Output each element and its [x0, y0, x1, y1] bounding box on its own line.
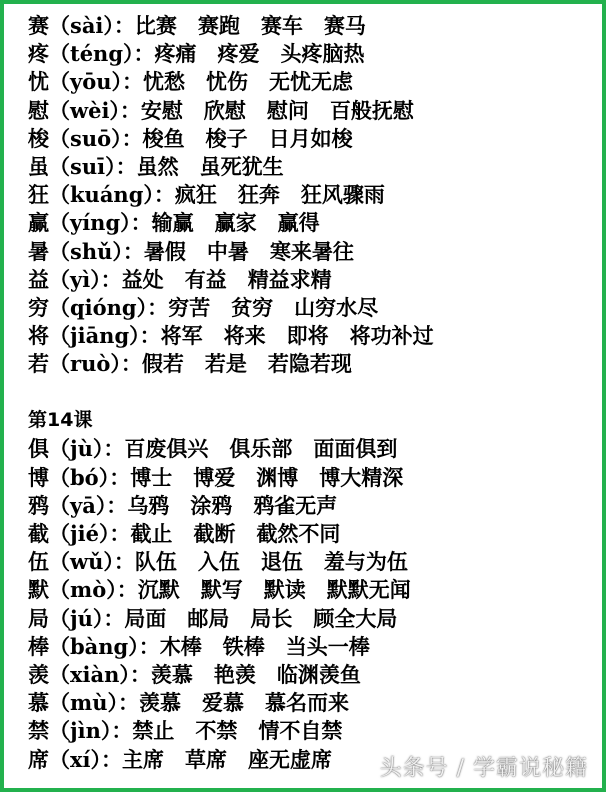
vocab-row: 赛（sài）：比赛 赛跑 赛车 赛马 — [28, 13, 366, 38]
vocab-char: 穷 — [28, 294, 49, 320]
vocab-word: 虽死犹生 — [199, 153, 284, 179]
vocab-word: 艳羡 — [213, 661, 256, 687]
vocab-word: 羞与为伍 — [323, 549, 408, 575]
vocab-row: 狂（kuáng）：疯狂 狂奔 狂风骤雨 — [28, 182, 385, 208]
vocab-word: 狂风骤雨 — [300, 182, 385, 208]
vocab-char: 虽 — [28, 153, 49, 179]
vocab-row: 伍（wǔ）：队伍 入伍 退伍 羞与为伍 — [28, 549, 408, 575]
vocab-row: 慕（mù）：羡慕 爱慕 慕名而来 — [28, 690, 349, 716]
vocab-word: 博爱 — [193, 464, 236, 490]
vocab-pinyin: yōu — [70, 69, 112, 95]
vocab-word: 无忧无虑 — [268, 69, 353, 95]
vocab-row: 暑（shǔ）：暑假 中暑 寒来暑往 — [28, 238, 354, 264]
vocab-char: 梭 — [28, 125, 49, 151]
watermark: 头条号 / 学霸说秘籍 — [379, 756, 588, 781]
vocab-char: 将 — [28, 323, 49, 349]
vocab-word: 截然不同 — [256, 521, 341, 546]
vocab-pinyin: yíng — [70, 210, 121, 236]
vocab-word: 乌鸦 — [127, 492, 170, 518]
vocab-word: 忧伤 — [205, 69, 248, 95]
vocab-word: 当头一棒 — [285, 633, 370, 659]
vocab-word: 疼痛 — [154, 41, 197, 67]
vocab-pinyin: ruò — [70, 351, 111, 377]
vocab-pinyin: bó — [70, 464, 99, 490]
vocab-word: 队伍 — [134, 549, 177, 575]
vocab-pinyin: mò — [70, 577, 107, 603]
vocab-row: 默（mò）：沉默 默写 默读 默默无闻 — [28, 577, 411, 603]
vocab-word: 输赢 — [151, 210, 194, 236]
vocab-word: 顾全大局 — [313, 605, 398, 631]
vocab-word: 暑假 — [143, 238, 186, 264]
vocab-word: 局长 — [250, 605, 293, 631]
vocab-word: 虽然 — [136, 153, 179, 179]
vocab-row: 博（bó）：博士 博爱 渊博 博大精深 — [28, 464, 404, 490]
vocab-row: 将（jiāng）：将军 将来 即将 将功补过 — [28, 323, 434, 349]
vocab-char: 暑 — [28, 238, 49, 264]
lesson-title: 第14课 — [28, 409, 93, 432]
vocab-row: 俱（jù）：百废俱兴 俱乐部 面面俱到 — [28, 436, 398, 462]
vocab-char: 默 — [28, 577, 49, 603]
vocab-word: 博大精深 — [319, 464, 404, 490]
vocab-char: 益 — [28, 266, 49, 292]
vocab-pinyin: shǔ — [70, 238, 113, 264]
vocab-word: 座无虚席 — [248, 746, 332, 772]
vocab-word: 羡慕 — [150, 661, 193, 687]
vocab-row: 截（jié）：截止 截断 截然不同 — [28, 521, 341, 546]
vocab-word: 羡慕 — [139, 690, 181, 716]
vocab-row: 鸦（yā）：乌鸦 涂鸦 鸦雀无声 — [28, 492, 338, 518]
vocab-word: 渊博 — [256, 464, 299, 490]
vocab-pinyin: yā — [70, 492, 96, 518]
vocab-char: 疼 — [28, 41, 49, 67]
vocab-word: 局面 — [124, 605, 167, 631]
vocab-pinyin: jìn — [70, 718, 101, 744]
vocab-pinyin: jié — [70, 521, 99, 546]
vocab-word: 入伍 — [197, 549, 240, 575]
vocab-word: 狂奔 — [237, 182, 280, 208]
vocab-word: 梭子 — [205, 125, 248, 151]
vocab-row: 若（ruò）：假若 若是 若隐若现 — [28, 351, 352, 377]
vocab-row: 席（xí）：主席 草席 座无虚席 — [28, 746, 332, 772]
vocab-word: 慕名而来 — [265, 690, 349, 716]
vocab-word: 贫穷 — [231, 294, 274, 320]
vocab-pinyin: jiāng — [70, 323, 130, 349]
vocab-word: 疼爱 — [217, 41, 260, 67]
vocab-char: 若 — [28, 351, 49, 377]
vocab-char: 席 — [28, 746, 49, 772]
vocab-pinyin: jú — [70, 605, 93, 631]
vocab-char: 局 — [28, 605, 49, 631]
vocab-char: 棒 — [28, 633, 49, 659]
vocab-word: 铁棒 — [222, 633, 265, 659]
vocab-row: 羡（xiàn）：羡慕 艳羡 临渊羡鱼 — [28, 661, 361, 687]
vocab-pinyin: suī — [70, 153, 106, 179]
vocab-word: 木棒 — [159, 633, 202, 659]
vocab-word: 默默无闻 — [326, 577, 411, 603]
vocab-word: 有益 — [184, 266, 227, 292]
vocab-pinyin: xiàn — [70, 661, 120, 687]
vocab-word: 若是 — [204, 351, 247, 377]
vocab-section-2 — [28, 435, 592, 773]
vocab-char: 俱 — [28, 436, 49, 462]
vocab-word: 头疼脑热 — [280, 41, 365, 67]
vocab-word: 主席 — [122, 746, 164, 772]
vocab-word: 假若 — [141, 351, 184, 377]
vocab-word: 截断 — [193, 521, 236, 546]
vocab-char: 慰 — [28, 97, 49, 123]
vocabulary-list — [28, 12, 592, 774]
vocab-word: 退伍 — [260, 549, 303, 575]
vocab-char: 鸦 — [28, 492, 49, 518]
vocab-word: 博士 — [130, 464, 173, 490]
vocab-word: 即将 — [286, 323, 329, 349]
vocab-pinyin: xí — [70, 746, 91, 772]
vocab-char: 禁 — [28, 718, 49, 744]
vocab-word: 不禁 — [195, 718, 238, 744]
vocab-char: 博 — [28, 464, 49, 490]
vocab-char: 慕 — [28, 690, 49, 716]
vocab-word: 梭鱼 — [142, 125, 185, 151]
vocab-word: 禁止 — [132, 718, 175, 744]
vocab-word: 截止 — [130, 521, 173, 546]
vocab-word: 日月如梭 — [268, 125, 353, 151]
vocab-word: 山穷水尽 — [294, 294, 379, 320]
vocab-word: 将军 — [160, 323, 203, 349]
vocab-word: 慰问 — [266, 97, 309, 123]
vocab-word: 疯狂 — [174, 182, 217, 208]
vocab-pinyin: sài — [70, 13, 104, 38]
vocab-char: 狂 — [28, 182, 49, 208]
vocab-section-1 — [28, 12, 592, 378]
vocab-word: 默写 — [200, 577, 243, 603]
vocab-word: 精益求精 — [247, 266, 332, 292]
vocab-pinyin: bàng — [70, 633, 129, 659]
vocab-word: 中暑 — [206, 238, 249, 264]
vocab-pinyin: kuáng — [70, 182, 144, 208]
vocab-word: 若隐若现 — [267, 351, 352, 377]
vocab-char: 截 — [28, 521, 49, 546]
vocab-char: 羡 — [28, 661, 49, 687]
vocab-word: 爱慕 — [202, 690, 244, 716]
vocab-row: 忧（yōu）：忧愁 忧伤 无忧无虑 — [28, 69, 353, 95]
vocab-row: 穷（qióng）：穷苦 贫穷 山穷水尽 — [28, 294, 379, 320]
vocab-row: 赢（yíng）：输赢 赢家 赢得 — [28, 210, 320, 236]
vocab-row: 禁（jìn）：禁止 不禁 情不自禁 — [28, 718, 343, 744]
vocab-word: 临渊羡鱼 — [276, 661, 361, 687]
vocab-pinyin: mù — [70, 690, 108, 716]
vocab-word: 赢家 — [214, 210, 257, 236]
vocab-word: 欣慰 — [203, 97, 246, 123]
vocab-char: 赢 — [28, 210, 49, 236]
vocab-word: 寒来暑往 — [269, 238, 354, 264]
vocab-word: 益处 — [121, 266, 164, 292]
vocab-row: 梭（suō）：梭鱼 梭子 日月如梭 — [28, 125, 353, 151]
vocab-word: 赛车 — [260, 13, 303, 38]
vocab-word: 鸦雀无声 — [253, 492, 338, 518]
vocab-word: 比赛 — [134, 13, 177, 38]
section-gap — [28, 378, 592, 406]
vocab-word: 默读 — [263, 577, 306, 603]
vocab-word: 百般抚慰 — [329, 97, 414, 123]
vocab-row: 慰（wèi）：安慰 欣慰 慰问 百般抚慰 — [28, 97, 414, 123]
vocab-pinyin: yì — [70, 266, 91, 292]
vocab-pinyin: qióng — [70, 294, 137, 320]
vocab-pinyin: wèi — [70, 97, 110, 123]
vocab-row: 虽（suī）：虽然 虽死犹生 — [28, 153, 284, 179]
vocab-pinyin: téng — [70, 41, 124, 67]
vocab-row: 疼（téng）：疼痛 疼爱 头疼脑热 — [28, 41, 365, 67]
vocab-word: 赛跑 — [197, 13, 240, 38]
vocab-char: 伍 — [28, 549, 49, 575]
vocab-char: 忧 — [28, 69, 49, 95]
vocab-word: 安慰 — [140, 97, 183, 123]
vocab-pinyin: wǔ — [70, 549, 104, 575]
vocab-row: 棒（bàng）：木棒 铁棒 当头一棒 — [28, 633, 370, 659]
vocab-word: 将来 — [223, 323, 266, 349]
vocab-char: 赛 — [28, 13, 49, 38]
vocab-word: 赛马 — [323, 13, 366, 38]
vocab-word: 面面俱到 — [313, 436, 398, 462]
vocab-word: 将功补过 — [349, 323, 434, 349]
vocab-word: 俱乐部 — [229, 436, 293, 462]
vocab-word: 穷苦 — [168, 294, 211, 320]
vocab-pinyin: suō — [70, 125, 112, 151]
vocab-word: 沉默 — [137, 577, 180, 603]
vocab-word: 涂鸦 — [190, 492, 233, 518]
vocab-word: 情不自禁 — [258, 718, 343, 744]
vocab-word: 赢得 — [277, 210, 320, 236]
vocab-word: 百废俱兴 — [124, 436, 209, 462]
vocab-row: 局（jú）：局面 邮局 局长 顾全大局 — [28, 605, 398, 631]
vocab-row: 益（yì）：益处 有益 精益求精 — [28, 266, 332, 292]
vocab-word: 忧愁 — [142, 69, 185, 95]
vocab-pinyin: jù — [70, 436, 93, 462]
vocab-word: 草席 — [185, 746, 227, 772]
vocab-word: 邮局 — [187, 605, 230, 631]
